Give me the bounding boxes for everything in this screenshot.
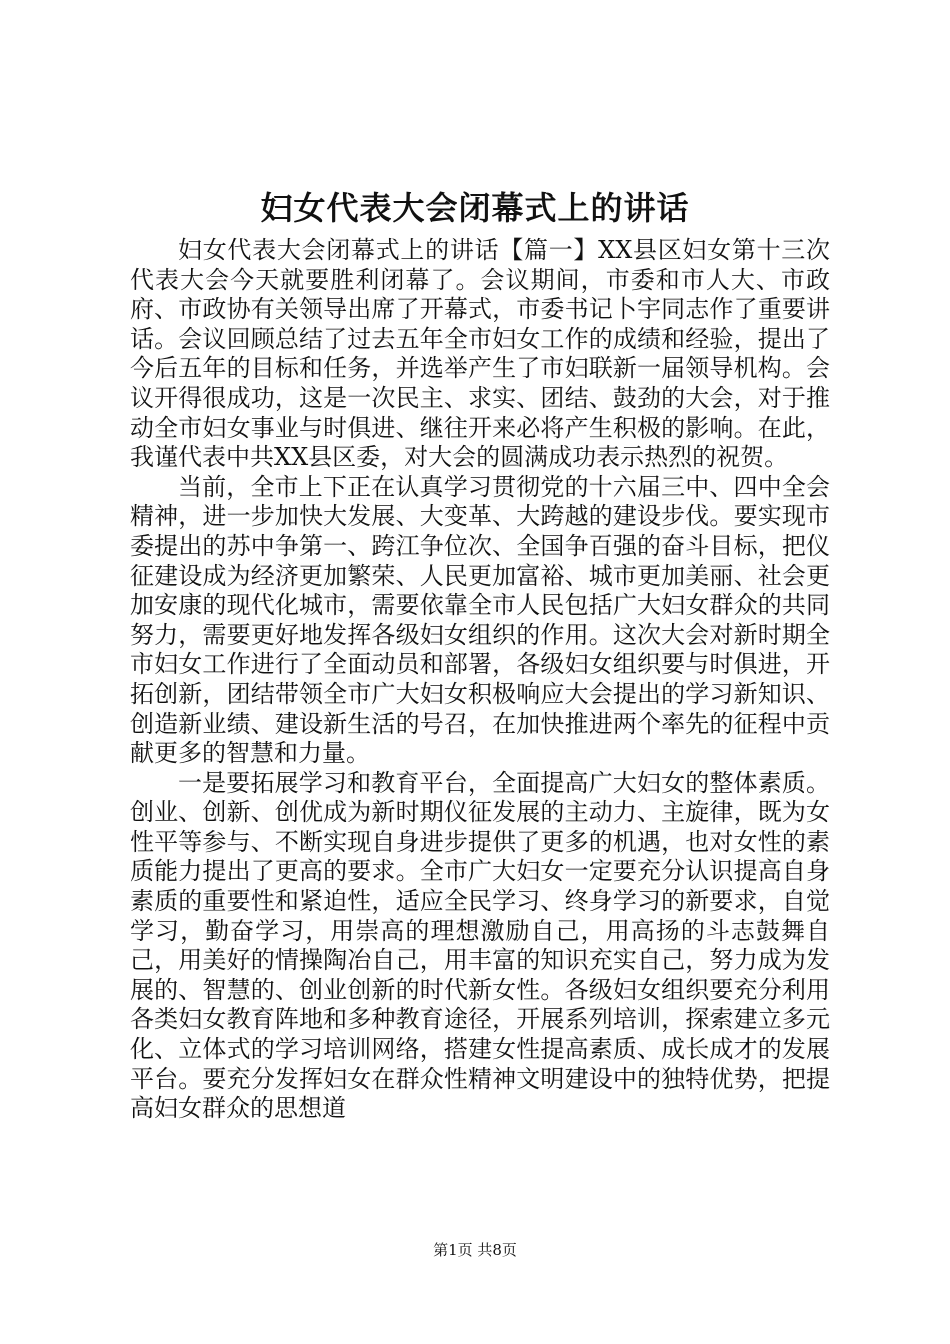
document-body	[130, 236, 830, 1124]
paragraph-1: 妇女代表大会闭幕式上的讲话【篇一】XX县区妇女第十三次代表大会今天就要胜利闭幕了。会议期间，市委和市人大、市政府、市政协有关领导出席了开幕式，市委书记卜宇同志作了重要讲话。会议回顾总结了过去五年全市妇女工作的成绩和经验，提出了今后五年的目标和任务，并选举产生了市妇联新一届领导机构。会议开得很成功，这是一次民主、求实、团结、鼓劲的大会，对于推动全市妇女事业与时俱进、继往开来必将产生积极的影响。在此，我谨代表中共XX县区委，对大会的圆满成功表示热烈的祝贺。	[130, 236, 830, 472]
paragraph-3: 一是要拓展学习和教育平台，全面提高广大妇女的整体素质。创业、创新、创优成为新时期仪征发展的主动力、主旋律，既为女性平等参与、不断实现自身进步提供了更多的机遇，也对女性的素质能力提出了更高的要求。全市广大妇女一定要充分认识提高自身素质的重要性和紧迫性，适应全民学习、终身学习的新要求，自觉学习，勤奋学习，用崇高的理想激励自己，用高扬的斗志鼓舞自己，用美好的情操陶冶自己，用丰富的知识充实自己，努力成为发展的、智慧的、创业创新的时代新女性。各级妇女组织要充分利用各类妇女教育阵地和多种教育途径，开展系列培训，探索建立多元化、立体式的学习培训网络，搭建女性提高素质、成长成才的发展平台。要充分发挥妇女在群众性精神文明建设中的独特优势，把提高妇女群众的思想道	[130, 768, 830, 1123]
page-number-footer: 第1页 共8页	[433, 1241, 517, 1259]
document-title: 妇女代表大会闭幕式上的讲话	[260, 189, 690, 227]
paragraph-2: 当前，全市上下正在认真学习贯彻党的十六届三中、四中全会精神，进一步加快大发展、大变革、大跨越的建设步伐。要实现市委提出的苏中争第一、跨江争位次、全国争百强的奋斗目标，把仪征建设成为经济更加繁荣、人民更加富裕、城市更加美丽、社会更加安康的现代化城市，需要依靠全市人民包括广大妇女群众的共同努力，需要更好地发挥各级妇女组织的作用。这次大会对新时期全市妇女工作进行了全面动员和部署，各级妇女组织要与时俱进，开拓创新，团结带领全市广大妇女积极响应大会提出的学习新知识、创造新业绩、建设新生活的号召，在加快推进两个率先的征程中贡献更多的智慧和力量。	[130, 472, 830, 768]
